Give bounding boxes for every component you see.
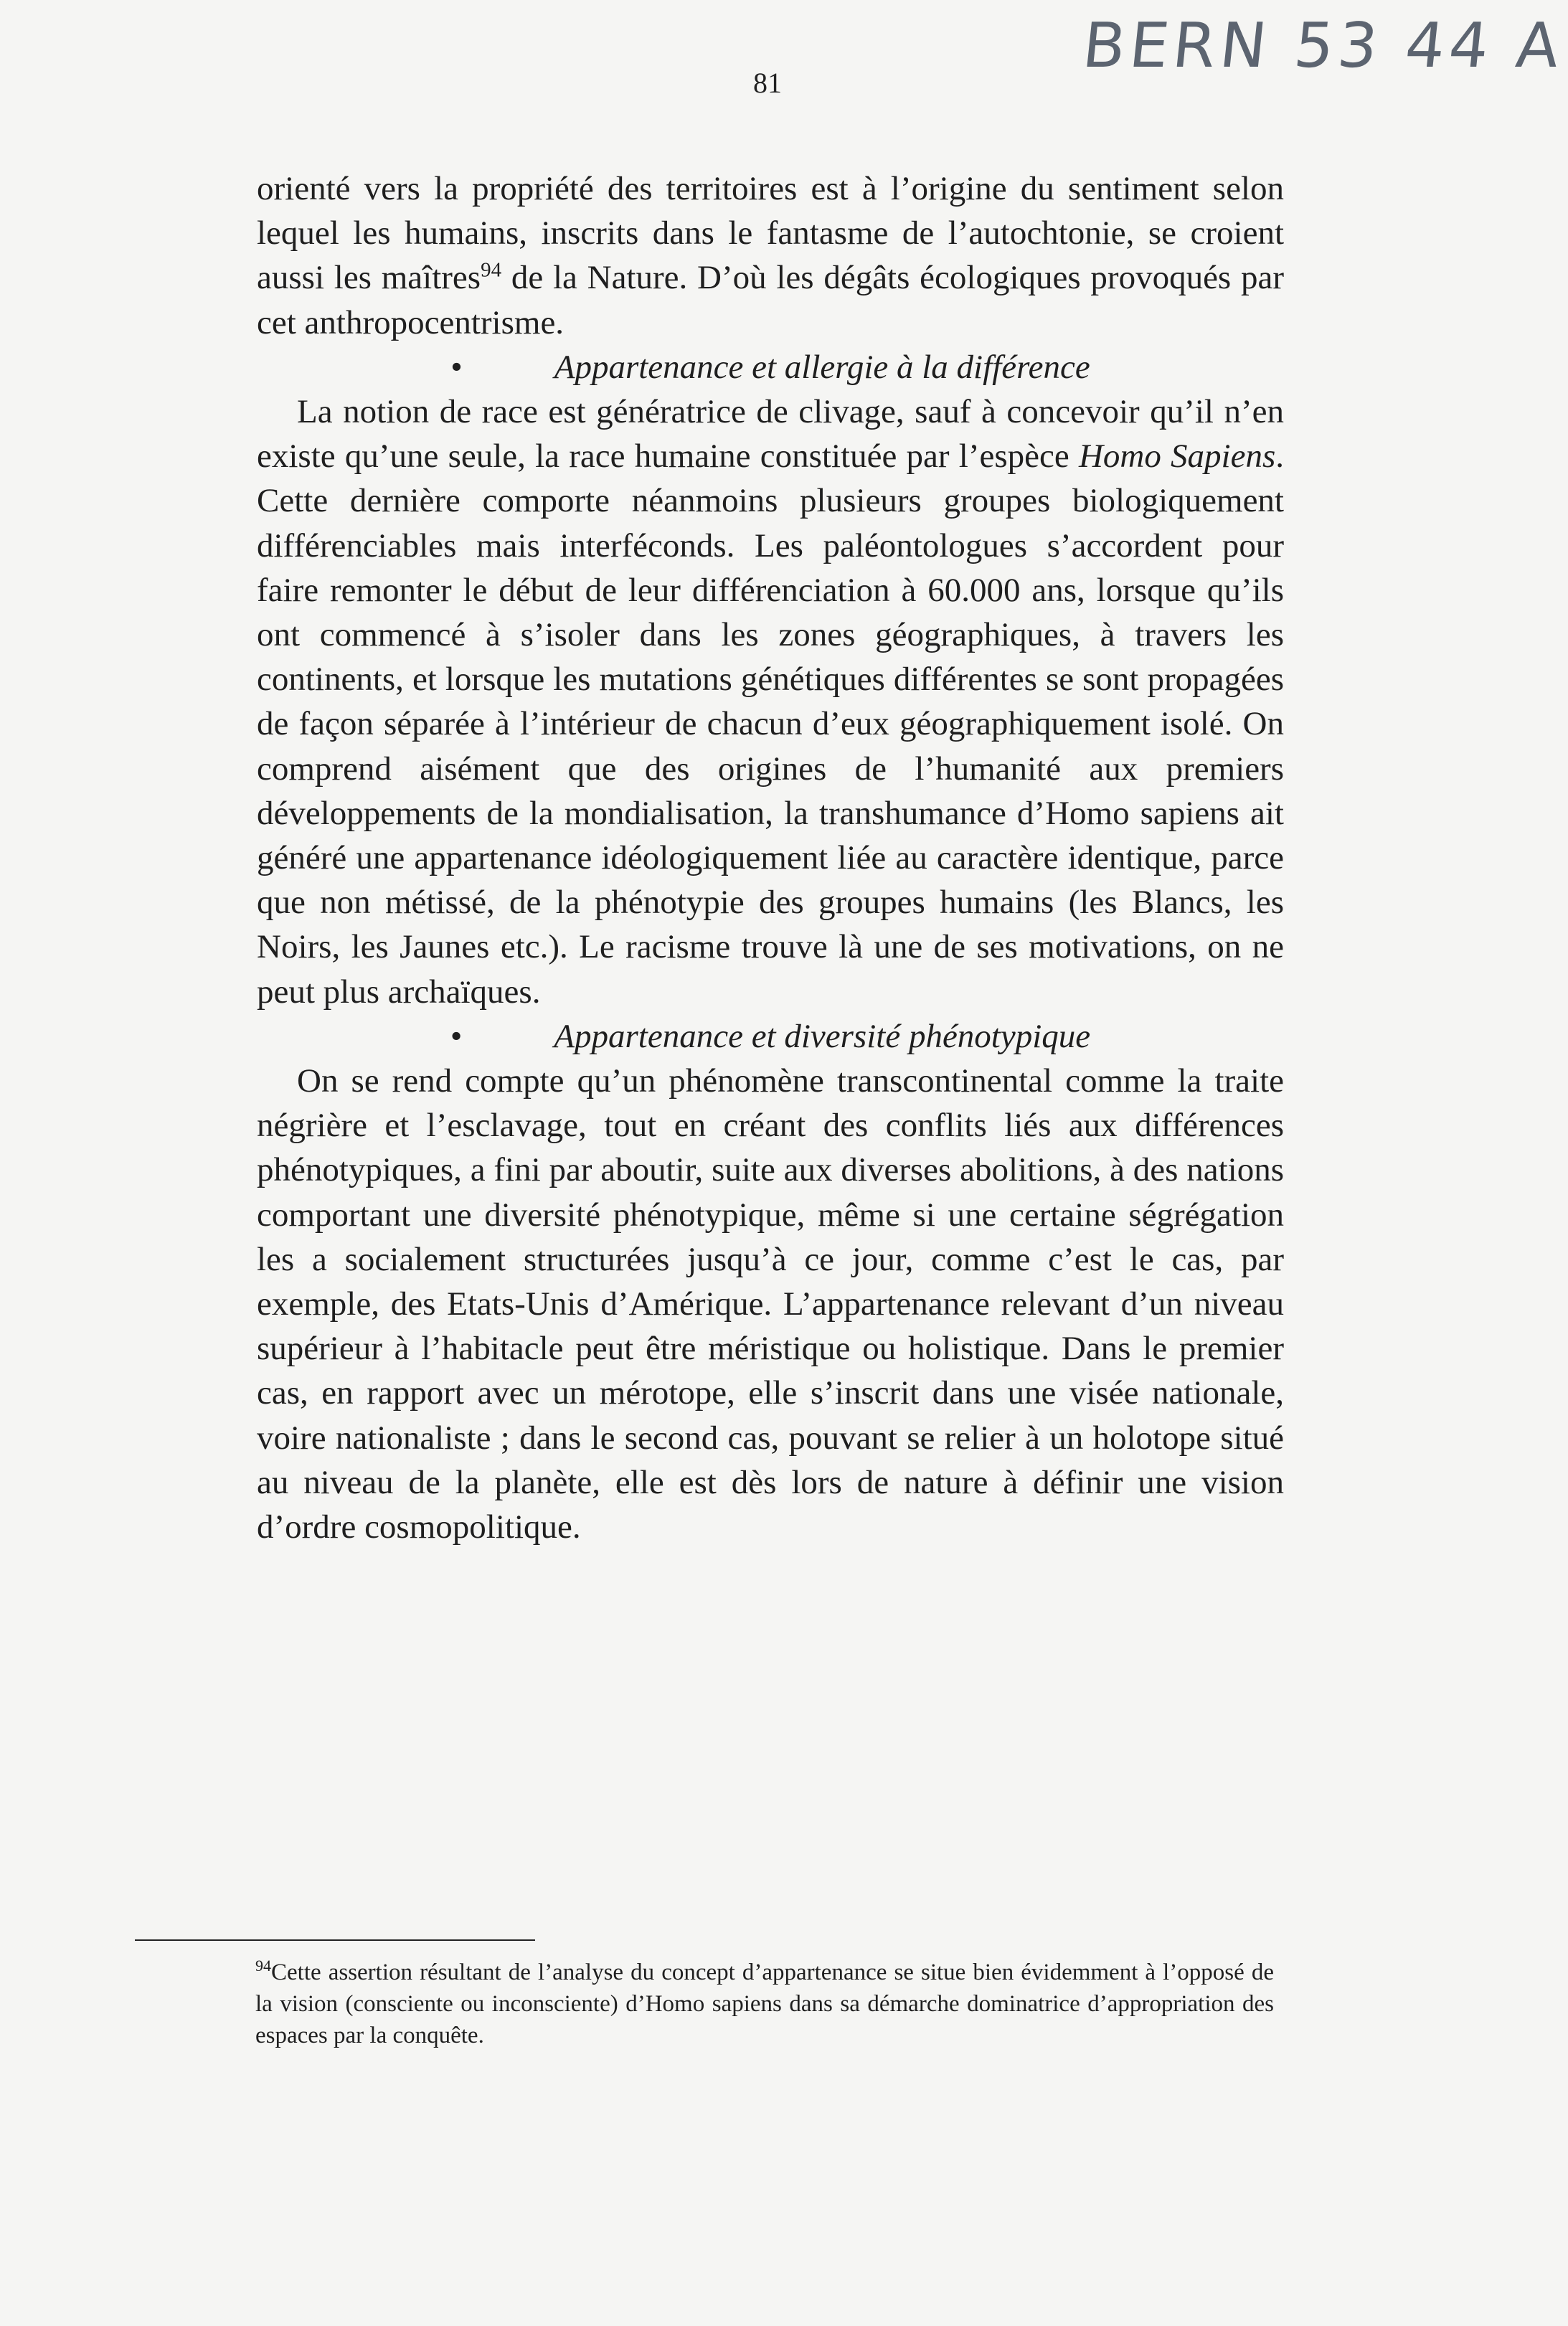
footnote-number: 94 xyxy=(255,1957,271,1975)
paragraph-text: orienté vers la propriété des territoires est à l’origine du sentiment selon lequel les humains, inscrits dans le fantasme de l’autochtonie, se croient aussi les maîtres xyxy=(257,170,1284,297)
heading-text: Appartenance et allergie à la différence xyxy=(554,348,1090,386)
handwritten-shelf-mark: BERN 53 44 A xyxy=(1079,10,1567,82)
footnote-reference: 94 xyxy=(481,258,502,282)
heading-text: Appartenance et diversité phénotypique xyxy=(554,1017,1091,1055)
paragraph-diversity: On se rend compte qu’un phénomène transcontinental comme la traite négrière et l’esclavage, tout en créant des conflits liés aux différences phénotypiques, a fini par aboutir, suite aux diverses abolitions, à des nations comportant une diversité phénotypique, même si une certaine ségrégation les a socialement structurées jusqu’à ce jour, comme c’est le cas, par exemple, des Etats-Unis d’Amérique. L’appartenance relevant d’un niveau supérieur à l’habitacle peut être méristique ou holistique. Dans le premier cas, en rapport avec un mérotope, elle s’inscrit dans une visée nationale, voire nationaliste ; dans le second cas, pouvant se relier à un holotope situé au niveau de la planète, elle est dès lors de nature à définir une vision d’ordre cosmopolitique. xyxy=(257,1062,1284,1546)
bullet-icon: • xyxy=(450,1017,463,1055)
paragraph-text-end: . Cette dernière comporte néanmoins plusieurs groupes biologiquement différenciables mais interféconds. Les paléontologues s’accordent pour faire remonter le début de leur différenciation à 60.000 ans, lorsque qu’ils ont commencé à s’isoler dans les zones géographiques, à travers les continents, et lorsque les mutations génétiques différentes se sont propagées de façon séparée à l’intérieur de chacun d’eux géographiquement isolé. On comprend aisément que des origines de l’humanité aux premiers développements de la mondialisation, la transhumance d’Homo sapiens ait généré une appartenance idéologiquement liée au caractère identique, parce que non métissé, de la phénotypie des groupes humains (les Blancs, les Noirs, les Jaunes etc.). Le racisme trouve là une de ses motivations, on ne peut plus archaïques. xyxy=(257,438,1284,1011)
paragraph-text: La notion de race est génératrice de clivage, sauf à concevoir qu’il n’en existe qu’une seule, la race humaine constituée par l’espèce xyxy=(257,393,1284,476)
main-text xyxy=(257,166,1284,1549)
paragraph-text-end: de la Nature. D’où les dégâts écologiques provoqués par cet anthropocentrisme. xyxy=(257,259,1284,341)
section-heading-diversity xyxy=(257,1014,1284,1059)
footnote xyxy=(255,1957,1274,2051)
page-number: 81 xyxy=(753,67,782,99)
paragraph-race xyxy=(257,389,1284,1014)
footnote-divider xyxy=(135,1939,535,1941)
italic-term: Homo Sapiens xyxy=(1078,438,1276,476)
paragraph-continuation xyxy=(257,166,1284,345)
bullet-icon: • xyxy=(450,348,463,386)
footnote-text: Cette assertion résultant de l’analyse du concept d’appartenance se situe bien évidemment à l’opposé de la vision (consciente ou inconsciente) d’Homo sapiens dans sa démarche dominatrice d’appropriation des espaces par la conquête. xyxy=(255,1959,1274,2048)
section-heading-difference xyxy=(257,345,1284,389)
